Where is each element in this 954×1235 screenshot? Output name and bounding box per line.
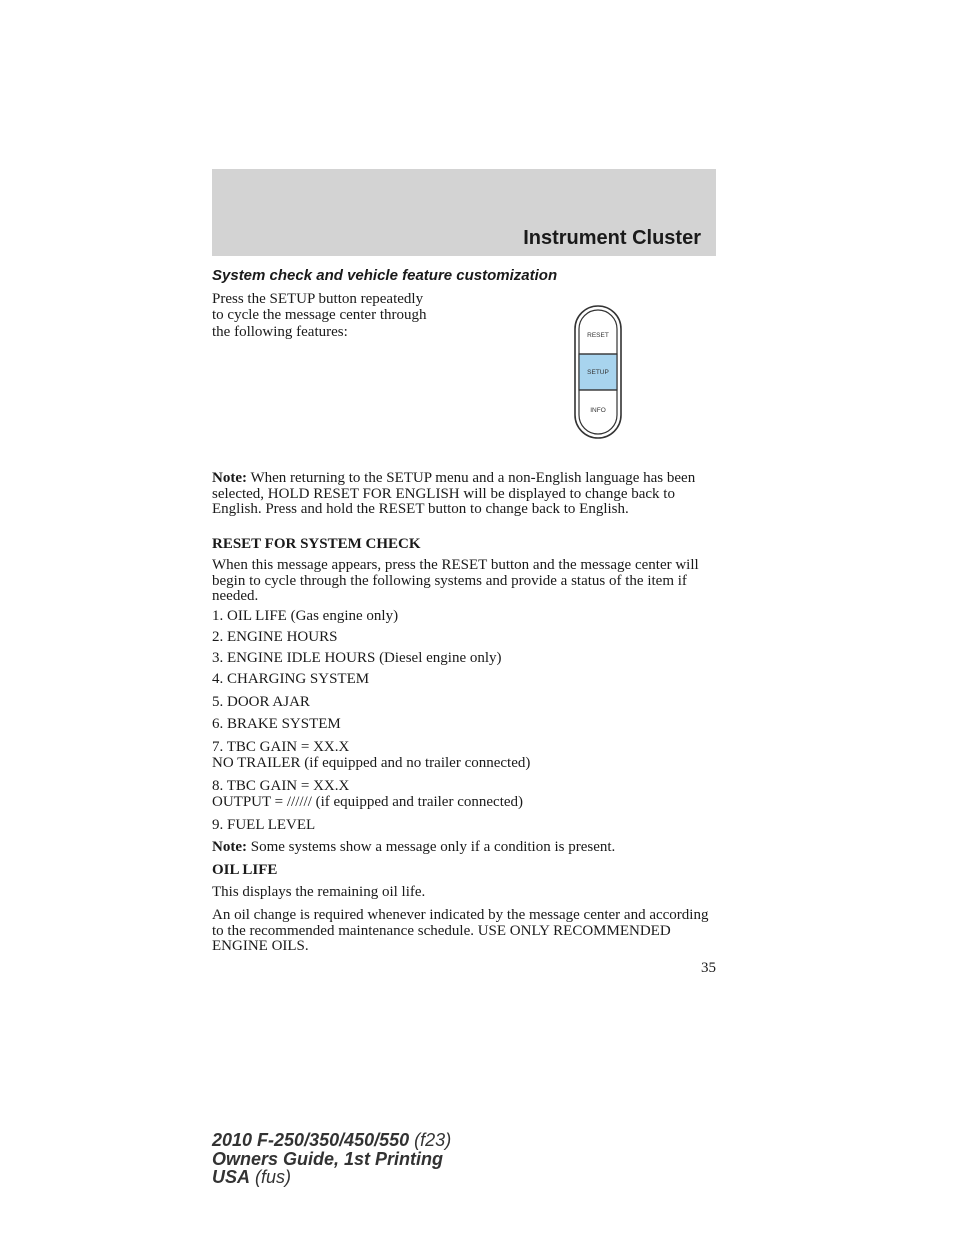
intro-line-2: to cycle the message center through [212,307,427,323]
footer-model: 2010 F-250/350/450/550 [212,1130,410,1150]
footer-market-code: (fus) [250,1167,292,1187]
note-text: When returning to the SETUP menu and a non-English language has been selected, HOLD RESET FOR ENGLISH will be displayed to change back to English. Press and hold the RESET button to change back to English. [212,470,696,517]
oil-life-heading: OIL LIFE [212,862,278,878]
list-item-detail: NO TRAILER (if equipped and no trailer connected) [212,755,531,771]
note-non-english [212,471,716,518]
note-text: Some systems show a message only if a condition is present. [246,839,616,855]
footer-model-code: (f23) [409,1130,452,1150]
list-item: 9. FUEL LEVEL [212,817,316,833]
reset-button-label: RESET [587,332,609,339]
list-item: 3. ENGINE IDLE HOURS (Diesel engine only) [212,650,502,666]
setup-button-label: SETUP [587,369,609,376]
message-center-buttons-illustration [572,304,626,447]
note-label: Note: [212,839,247,855]
list-item: 6. BRAKE SYSTEM [212,716,341,732]
note-label: Note: [212,470,247,486]
list-item: 5. DOOR AJAR [212,694,310,710]
note-conditions [212,840,615,856]
document-footer [212,1131,451,1187]
list-item: 7. TBC GAIN = XX.X [212,739,350,755]
list-item: 2. ENGINE HOURS [212,629,338,645]
reset-description: When this message appears, press the RESET button and the message center will begin to cycle through the following systems and provide a status of the item if needed. [212,557,699,604]
intro-line-3: the following features: [212,324,348,340]
footer-market: USA [212,1167,251,1187]
intro-line-1: Press the SETUP button repeatedly [212,291,424,307]
oil-change-text: An oil change is required whenever indicated by the message center and according to the recommended maintenance schedule. USE ONLY RECOMMENDED ENGINE OILS. [212,907,709,954]
list-item: 1. OIL LIFE (Gas engine only) [212,608,399,624]
button-stack-graphic [572,304,626,442]
list-item: 8. TBC GAIN = XX.X [212,778,350,794]
info-button-label: INFO [590,407,606,414]
reset-heading: RESET FOR SYSTEM CHECK [212,536,421,552]
list-item: 4. CHARGING SYSTEM [212,671,370,687]
page-number: 35 [701,960,716,976]
list-item-detail: OUTPUT = ////// (if equipped and trailer connected) [212,794,524,810]
subsection-title: System check and vehicle feature customization [212,267,558,284]
oil-life-text: This displays the remaining oil life. [212,884,426,900]
section-title: Instrument Cluster [523,227,701,249]
section-header-band [212,169,716,256]
footer-edition: Owners Guide, 1st Printing [212,1148,444,1169]
